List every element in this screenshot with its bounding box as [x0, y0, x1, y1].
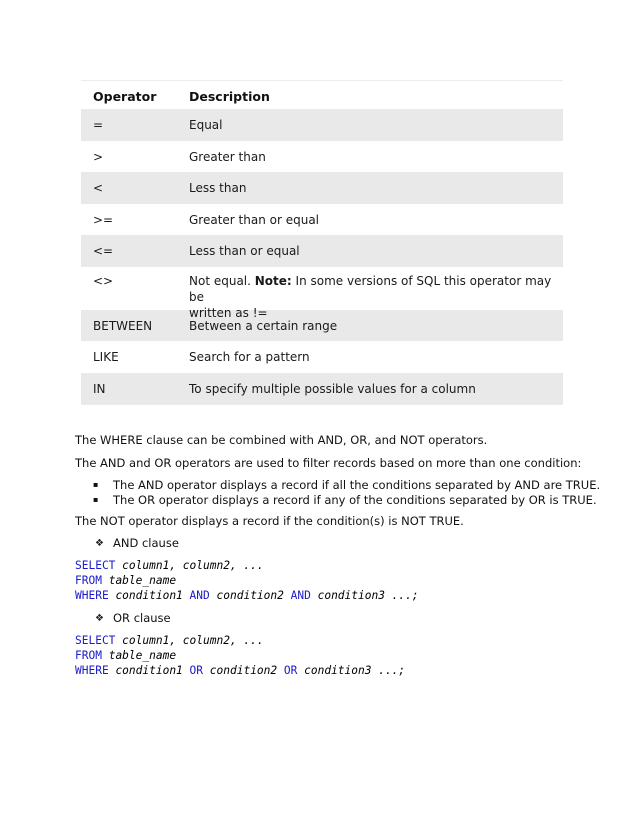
header-operator: Operator: [93, 89, 157, 104]
and-clause-heading: [95, 536, 179, 550]
operators-table: [81, 80, 563, 405]
operator-cell: >=: [93, 212, 114, 227]
description-cell: Less than or equal: [189, 244, 300, 258]
code-condition: condition1: [115, 589, 183, 602]
paragraph-where-combined: The WHERE clause can be combined with AND, OR, and NOT operators.: [75, 433, 488, 447]
square-bullet-icon: ▪: [93, 480, 99, 489]
description-cell: Less than: [189, 181, 247, 195]
desc-line2: written as !=: [189, 305, 268, 320]
table-header-row: [81, 81, 563, 109]
keyword: FROM: [75, 574, 102, 587]
and-code-block: [75, 558, 419, 603]
paragraph-not-operator: The NOT operator displays a record if the condition(s) is NOT TRUE.: [75, 514, 464, 528]
table-row: [81, 172, 563, 204]
code-condition: condition2: [209, 664, 278, 677]
paragraph-and-or-filter: The AND and OR operators are used to filter records based on more than one condition:: [75, 456, 582, 470]
operator-cell: =: [93, 118, 104, 132]
header-description: Description: [189, 89, 270, 104]
code-condition: condition3 ...;: [304, 664, 406, 677]
table-row: [81, 204, 563, 236]
diamond-bullet-icon: ❖: [95, 612, 104, 624]
operator-cell: <=: [93, 244, 114, 258]
description-cell: Equal: [189, 118, 223, 132]
operator-cell: >: [93, 149, 104, 164]
description-cell: [189, 273, 563, 321]
list-item: [93, 492, 600, 507]
bullet-text: The OR operator displays a record if any of the conditions separated by OR is TRUE.: [113, 492, 597, 507]
description-cell: Between a certain range: [189, 318, 338, 333]
list-item: [93, 477, 600, 492]
table-row: [81, 235, 563, 267]
table-row: [81, 341, 563, 373]
operator-cell: <: [93, 181, 104, 195]
keyword: AND: [290, 589, 311, 602]
description-cell: To specify multiple possible values for a column: [189, 381, 476, 396]
desc-prefix: Not equal.: [189, 273, 255, 288]
code-condition: condition2: [216, 589, 284, 602]
or-clause-label: OR clause: [113, 611, 171, 625]
keyword: OR: [189, 664, 204, 677]
keyword: SELECT: [75, 634, 116, 647]
code-table: table_name: [108, 574, 177, 587]
table-row: [81, 267, 563, 320]
code-columns: column1, column2, ...: [122, 559, 264, 572]
keyword: FROM: [75, 649, 102, 662]
description-cell: Greater than or equal: [189, 212, 320, 227]
keyword: SELECT: [75, 559, 116, 572]
operator-cell: IN: [93, 381, 106, 396]
operator-cell: BETWEEN: [93, 318, 153, 333]
code-columns: column1, column2, ...: [122, 634, 264, 647]
code-condition: condition1: [115, 664, 183, 677]
code-condition: condition3 ...;: [317, 589, 419, 602]
operator-cell: <>: [93, 273, 114, 288]
table-row: [81, 141, 563, 173]
description-cell: Search for a pattern: [189, 350, 310, 364]
or-clause-heading: [95, 611, 171, 625]
or-code-block: [75, 633, 405, 678]
keyword: OR: [283, 664, 298, 677]
operator-cell: LIKE: [93, 350, 119, 364]
and-clause-label: AND clause: [113, 536, 179, 550]
keyword: AND: [189, 589, 210, 602]
description-cell: Greater than: [189, 149, 266, 164]
diamond-bullet-icon: ❖: [95, 537, 104, 549]
code-table: table_name: [108, 649, 177, 662]
keyword: WHERE: [75, 589, 109, 602]
table-row: [81, 109, 563, 141]
keyword: WHERE: [75, 664, 109, 677]
table-row: [81, 373, 563, 405]
bullet-list: [93, 477, 600, 507]
bullet-text: The AND operator displays a record if all the conditions separated by AND are TRUE.: [113, 477, 601, 492]
note-label: Note:: [254, 273, 292, 288]
desc-suffix: In some versions of SQL this operator may be: [189, 273, 552, 304]
square-bullet-icon: ▪: [93, 495, 99, 504]
